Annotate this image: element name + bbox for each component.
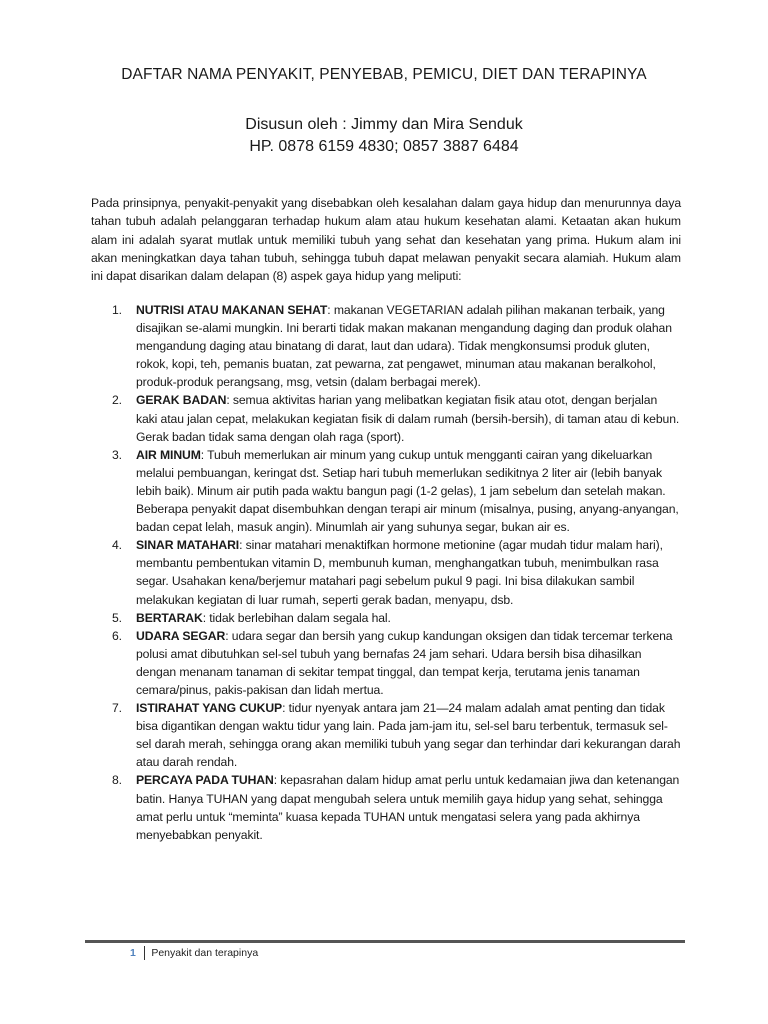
list-item: [91, 536, 681, 608]
author-block: [0, 114, 768, 158]
list-number: 1.: [112, 303, 122, 317]
list-text: : sinar matahari menaktifkan hormone metionine (agar mudah tidur malam hari), membantu pembentukan vitamin D, membunuh kuman, menghangatkan tubuh, menimbulkan rasa segar. Usahakan kena/berjemur matahari pagi sebelum pukul 9 pagi. Ini bisa dilakukan sambil melakukan kegiatan di luar rumah, seperti gerak badan, menyapu, dsb.: [136, 538, 663, 607]
list-number: 7.: [112, 701, 122, 716]
footer-rule: [85, 940, 685, 943]
list-item: [91, 446, 681, 536]
list-item: [91, 699, 681, 771]
list-item: [91, 627, 681, 699]
list-term: AIR MINUM: [136, 447, 201, 462]
footer-text: Penyakit dan terapinya: [151, 947, 259, 959]
list-term: BERTARAK: [136, 610, 203, 625]
list-item: [91, 301, 681, 391]
footer-separator: [144, 946, 146, 960]
author-line: Disusun oleh : Jimmy dan Mira Senduk: [245, 116, 523, 133]
list-item: [91, 771, 681, 843]
list-text: : makanan VEGETARIAN adalah pilihan makanan terbaik, yang disajikan se-alami mungkin. Ini berarti tidak makan makanan mengandung daging dan produk olahan mengandung daging atau binatang di darat, laut dan udara). Tidak mengkonsumsi produk gluten, rokok, kopi, teh, pemanis buatan, zat pewarna, zat pengawet, minuman atau makanan beralkohol, produk-produk perangsang, msg, vetsin (dalam berbagai merek).: [136, 303, 672, 390]
intro-paragraph: Pada prinsipnya, penyakit-penyakit yang disebabkan oleh kesalahan dalam gaya hidup dan menurunnya daya tahan tubuh adalah pelanggaran terhadap hukum alam atau hukum kesehatan alami. Ketaatan akan hukum alam ini adalah syarat mutlak untuk memiliki tubuh yang sehat dan kesehatan yang prima. Hukum alam ini akan meningkatkan daya tahan tubuh, sehingga tubuh dapat melawan penyakit secara alamiah. Hukum alam ini dapat disarikan dalam delapan (8) aspek gaya hidup yang meliputi:: [91, 196, 681, 284]
list-term: GERAK BADAN: [136, 393, 227, 408]
list-text: : semua aktivitas harian yang melibatkan kegiatan fisik atau otot, dengan berjalan kaki atau jalan cepat, melakukan kegiatan fisik di dalam rumah (bersih-bersih), di taman atau di kebun. Gerak badan tidak sama dengan olah raga (sport).: [136, 393, 680, 444]
phone-line: HP. 0878 6159 4830; 0857 3887 6484: [249, 138, 519, 155]
list-number: 6.: [112, 628, 122, 643]
list-term: ISTIRAHAT YANG CUKUP: [136, 701, 283, 716]
list-item: [91, 391, 681, 445]
list-number: 2.: [112, 393, 122, 408]
list-number: 5.: [112, 610, 122, 625]
list-term: UDARA SEGAR: [136, 628, 226, 643]
list-number: 4.: [112, 538, 122, 553]
list-text: : tidur nyenyak antara jam 21—24 malam adalah amat penting dan tidak bisa digantikan dengan waktu tidur yang lain. Pada jam-jam itu, sel-sel baru terbentuk, termasuk sel-sel darah merah, sehingga orang akan memiliki tubuh yang segar dan terhindar dari kekurangan darah atau darah rendah.: [136, 701, 681, 770]
lifestyle-list: [91, 301, 681, 844]
page-number: 1: [130, 947, 136, 959]
list-text: : kepasrahan dalam hidup amat perlu untuk kedamaian jiwa dan ketenangan batin. Hanya TUHAN yang dapat mengubah selera untuk memilih gaya hidup yang sehat, sehingga amat perlu untuk “meminta” kuasa kepada TUHAN untuk mengatasi selera yang pada akhirnya menyebabkan penyakit.: [136, 773, 680, 842]
list-term: PERCAYA PADA TUHAN: [136, 773, 274, 788]
list-text: : udara segar dan bersih yang cukup kandungan oksigen dan tidak tercemar terkena polusi amat dibutuhkan sel-sel tubuh yang bernafas 24 jam sehari. Udara bersih bisa dihasilkan dengan menanam tanaman di sekitar tempat tinggal, dan tempat kerja, terutama jenis tanaman cemara/pinus, pakis-pakisan dan lidah mertua.: [136, 628, 673, 697]
list-number: 8.: [112, 773, 122, 788]
list-term: SINAR MATAHARI: [136, 538, 240, 553]
list-number: 3.: [112, 447, 122, 462]
list-item: [91, 609, 681, 627]
page-footer: [130, 946, 258, 960]
document-title: DAFTAR NAMA PENYAKIT, PENYEBAB, PEMICU, DIET DAN TERAPINYA: [121, 66, 647, 83]
list-text: : Tubuh memerlukan air minum yang cukup untuk mengganti cairan yang dikeluarkan melalui pembuangan, keringat dst. Setiap hari tubuh memerlukan sedikitnya 2 liter air (lebih banyak lebih baik). Minum air putih pada waktu bangun pagi (1-2 gelas), 1 jam sebelum dan setelah makan. Beberapa penyakit dapat disembuhkan dengan terapi air minum (misalnya, pusing, anyang-anyangan, badan cepat lelah, masuk angin). Minumlah air yang suhunya segar, bukan air es.: [136, 447, 679, 535]
list-term: NUTRISI ATAU MAKANAN SEHAT: [136, 303, 328, 317]
list-text: : tidak berlebihan dalam segala hal.: [202, 610, 391, 625]
